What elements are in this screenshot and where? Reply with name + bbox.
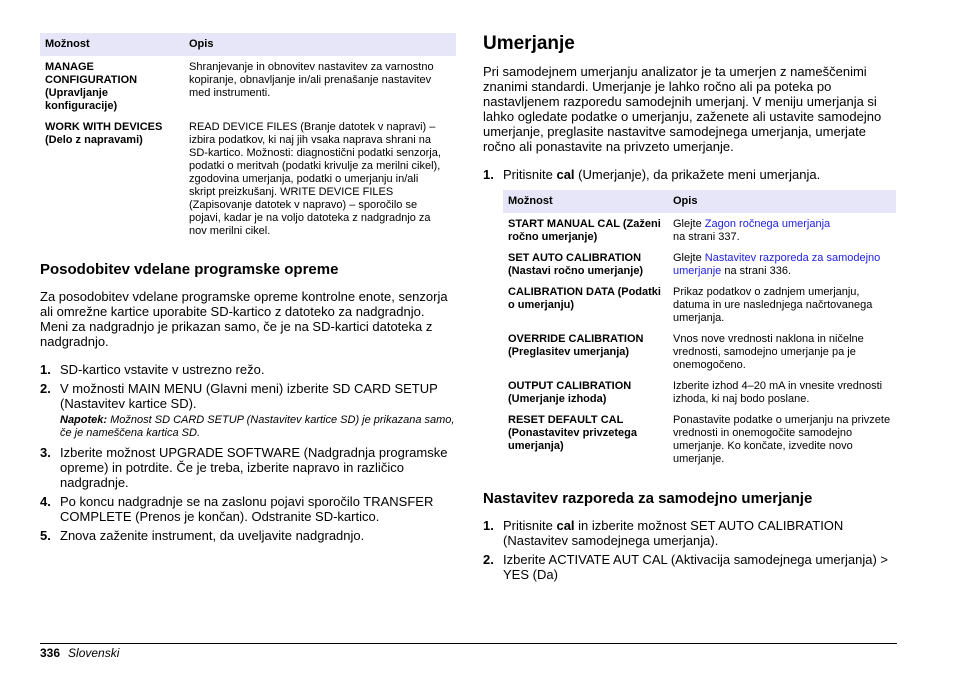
step-text: Pritisnite [503,167,557,182]
note-text: Možnost SD CARD SETUP (Nastavitev kartice SD) je prikazana samo, če je nameščena kartica SD. [60,414,455,439]
description-cell [668,213,896,247]
note [60,414,456,440]
section-heading: Posodobitev vdelane programske opreme [40,261,339,278]
description-cell: Vnos nove vrednosti naklona in ničelne vrednosti, samodejno umerjanje pa je onemogočeno. [673,333,864,371]
step-text: SD-kartico vstavite v ustrezno režo. [60,362,265,377]
step-number: 1. [40,362,51,377]
settings-table [40,33,456,241]
desc-text: na strani 336. [721,265,792,277]
key-name: cal [556,167,575,182]
page-title: Umerjanje [483,33,575,54]
description-cell: Shranjevanje in obnovitev nastavitev za varnostno kopiranje, obnavljanje in/ali prenašanje nastavitev med instrumenti. [189,61,434,99]
option-cell: MANAGE CONFIGURATION (Upravljanje konfiguracije) [45,61,138,112]
paragraph: Za posodobitev vdelane programske opreme kontrolne enote, senzorja ali omrežne kartice uporabite SD-kartico z datoteko za nadgradnjo. Meni za nadgradnjo je prikazan samo, če je na SD-kartici datoteka z nadgradnjo. [40,289,448,349]
step-text: Izberite ACTIVATE AUT CAL (Aktivacija samodejnega umerjanja) > YES (Da) [503,552,888,582]
table-row [503,409,896,469]
option-cell: SET AUTO CALIBRATION (Nastavi ročno umerjanje) [508,252,644,277]
header-description: Opis [184,33,456,56]
step-number: 1. [483,167,494,182]
header-option: Možnost [40,33,184,56]
step-text: Pritisnite [503,518,557,533]
left-column [40,33,456,547]
header-description: Opis [668,190,896,213]
step-text: in izberite možnost SET AUTO CALIBRATION (Nastavitev samodejnega umerjanja). [503,518,844,548]
option-cell: CALIBRATION DATA (Podatki o umerjanju) [508,286,661,311]
list-item [40,381,456,440]
step-number: 4. [40,494,51,509]
list-item [40,362,456,377]
table-row [40,116,456,241]
step-number: 2. [40,381,51,396]
steps-list [483,167,897,182]
note-label: Napotek: [60,414,108,426]
table-row [503,247,896,281]
step-text: V možnosti MAIN MENU (Glavni meni) izberite SD CARD SETUP (Nastavitev kartice SD). [60,381,438,411]
table-row [503,328,896,375]
list-item [40,528,456,543]
right-column [483,33,897,586]
page-footer [40,643,897,660]
option-cell: OUTPUT CALIBRATION (Umerjanje izhoda) [508,380,632,405]
description-cell: Izberite izhod 4–20 mA in vnesite vrednosti izhoda, ki naj bodo poslane. [673,380,883,405]
footer-language: Slovenski [68,646,120,660]
desc-text: Glejte [673,252,705,264]
page-number: 336 [40,646,61,660]
section-heading: Nastavitev razporeda za samodejno umerjanje [483,490,813,507]
steps-list [483,518,897,582]
table-row [503,213,896,247]
option-cell: START MANUAL CAL (Zaženi ročno umerjanje) [508,218,661,243]
table-row [40,56,456,116]
steps-list [40,362,456,543]
list-item [483,167,897,182]
option-cell: OVERRIDE CALIBRATION (Preglasitev umerjanja) [508,333,644,358]
step-text: Znova zaženite instrument, da uveljavite nadgradnjo. [60,528,365,543]
description-cell: Prikaz podatkov o zadnjem umerjanju, datuma in ure naslednjega načrtovanega umerjanja. [673,286,873,324]
description-cell: Ponastavite podatke o umerjanju na privzete vrednosti in onemogočite samodejno umerjanje. Ko končate, izvedite novo umerjanje. [673,414,891,465]
desc-text: na strani 337. [673,231,740,243]
paragraph: Pri samodejnem umerjanju analizator je ta umerjen z nameščenimi znanimi standardi. Umerjanje je lahko ročno ali pa poteka po nastavljenem razporedu samodejnih umerjanj. V meniju umerjanja si lahko ogledate podatke o umerjanju, zaženete ali ustavite samodejno umerjanje, preglasite nastavitve samodejnega umerjanja, umerjate ročno ali ponastavite na privzeto umerjanje. [483,64,882,154]
list-item [40,494,456,524]
step-number: 1. [483,518,494,533]
step-number: 5. [40,528,51,543]
step-number: 3. [40,445,51,460]
list-item [483,518,897,548]
desc-text: Glejte [673,218,705,230]
description-cell: READ DEVICE FILES (Branje datotek v napravi) – izbira podatkov, ki naj jih vsaka naprava shrani na SD-kartico. Možnosti: diagnostični podatki senzorja, podatki o meritvah (podatki krivulje za merilni cikel), zgodovina umerjanja, podatki o umerjanju in/ali skript preizkušanj. WRITE DEVICE FILES (Zapisovanje datotek v napravo) – sporočilo se pojavi, kadar je na voljo datoteka z nadgradnjo za nov merilni cikel. [189,121,441,237]
link-auto-calibration-schedule[interactable]: Nastavitev razporeda za samodejno umerjanje [673,252,881,277]
step-text: Izberite možnost UPGRADE SOFTWARE (Nadgradnja programske opreme) in potrdite. Če je treba, izberite napravo in različico nadgradnje. [60,445,448,490]
step-number: 2. [483,552,494,567]
link-start-manual-cal[interactable]: Zagon ročnega umerjanja [704,218,831,230]
table-row [503,281,896,328]
step-text: Po koncu nadgradnje se na zaslonu pojavi sporočilo TRANSFER COMPLETE (Prenos je končan). Odstranite SD-kartico. [60,494,434,524]
calibration-table [503,190,896,469]
option-cell: RESET DEFAULT CAL (Ponastavitev privzetega umerjanja) [508,414,637,452]
description-cell [668,247,896,281]
header-option: Možnost [503,190,668,213]
list-item [40,445,456,490]
key-name: cal [556,518,575,533]
list-item [483,552,897,582]
step-text: (Umerjanje), da prikažete meni umerjanja. [574,167,821,182]
table-row [503,375,896,409]
option-cell: WORK WITH DEVICES (Delo z napravami) [45,121,163,146]
